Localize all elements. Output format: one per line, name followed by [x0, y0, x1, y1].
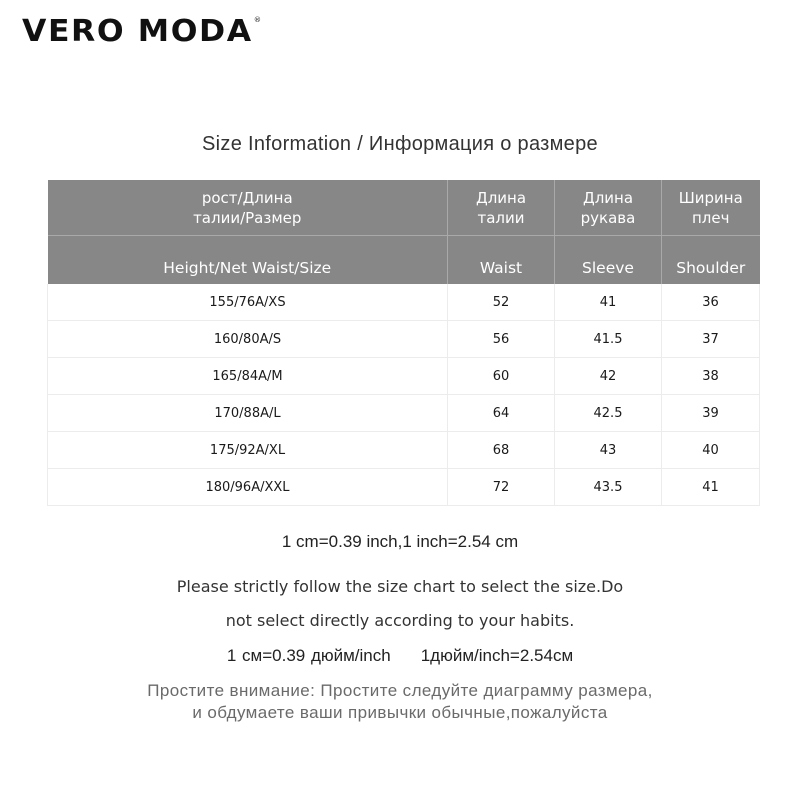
header-waist-en: Waist: [448, 236, 555, 285]
header-size-en: Height/Net Waist/Size: [48, 236, 448, 285]
header-sleeve-ru: [555, 180, 662, 236]
header-line: Длина: [582, 188, 634, 207]
cell-waist: 52: [448, 284, 555, 321]
warning-line: Простите внимание: Простите следуйте диаграмму размера,: [147, 681, 653, 700]
cell-size: 175/92A/XL: [48, 432, 448, 469]
cell-size: 180/96A/XXL: [48, 469, 448, 506]
cell-shoulder: 38: [662, 358, 760, 395]
header-line: талии/Размер: [193, 208, 302, 227]
conversion-note-english: 1 cm=0.39 inch,1 inch=2.54 cm: [281, 532, 519, 551]
header-shoulder-ru: [662, 180, 760, 236]
header-row-russian: [48, 180, 760, 236]
cell-shoulder: 36: [662, 284, 760, 321]
cell-size: 165/84A/M: [48, 358, 448, 395]
cell-size: 160/80A/S: [48, 321, 448, 358]
cell-sleeve: 41: [555, 284, 662, 321]
header-line: рост/Длина: [201, 188, 293, 207]
conversion-note-russian: [0, 646, 800, 666]
cell-sleeve: 41.5: [555, 321, 662, 358]
table-row: [48, 284, 760, 321]
cell-sleeve: 43: [555, 432, 662, 469]
table-row: [48, 469, 760, 506]
cell-shoulder: 37: [662, 321, 760, 358]
cell-shoulder: 41: [662, 469, 760, 506]
cell-waist: 56: [448, 321, 555, 358]
conversion-inch-to-cm: 1дюйм/inch=2.54см: [420, 646, 574, 665]
cell-sleeve: 42: [555, 358, 662, 395]
header-row-english: [48, 236, 760, 285]
size-warning-english: [0, 570, 800, 638]
warning-line: и обдумаете ваши привычки обычные,пожалуйста: [192, 703, 608, 722]
header-line: плеч: [692, 208, 730, 227]
size-chart-table: [47, 180, 760, 506]
header-shoulder-en: Shoulder: [662, 236, 760, 285]
conversion-cm-to-inch: 1 см=0.39 дюйм/inch: [226, 646, 391, 665]
cell-size: 170/88A/L: [48, 395, 448, 432]
cell-sleeve: 42.5: [555, 395, 662, 432]
header-waist-ru: [448, 180, 555, 236]
header-line: талии: [477, 208, 525, 227]
table-row: [48, 321, 760, 358]
cell-shoulder: 40: [662, 432, 760, 469]
warning-line: Please strictly follow the size chart to select the size.Do: [176, 577, 624, 596]
table-row: [48, 358, 760, 395]
size-warning-russian: [0, 680, 800, 724]
cell-sleeve: 43.5: [555, 469, 662, 506]
cell-size: 155/76A/XS: [48, 284, 448, 321]
header-sleeve-en: Sleeve: [555, 236, 662, 285]
cell-waist: 68: [448, 432, 555, 469]
table-row: [48, 432, 760, 469]
header-line: Ширина: [678, 188, 743, 207]
brand-name: VERO MODA: [22, 14, 253, 49]
header-line: рукава: [580, 208, 636, 227]
brand-logo: [22, 14, 263, 49]
table-row: [48, 395, 760, 432]
cell-waist: 72: [448, 469, 555, 506]
warning-line: not select directly according to your habits.: [225, 611, 575, 630]
cell-shoulder: 39: [662, 395, 760, 432]
header-size-ru: [48, 180, 448, 236]
header-line: Длина: [475, 188, 527, 207]
page-title: Size Information / Информация о размере: [202, 133, 598, 155]
cell-waist: 64: [448, 395, 555, 432]
cell-waist: 60: [448, 358, 555, 395]
trademark-symbol: ®: [253, 16, 263, 24]
